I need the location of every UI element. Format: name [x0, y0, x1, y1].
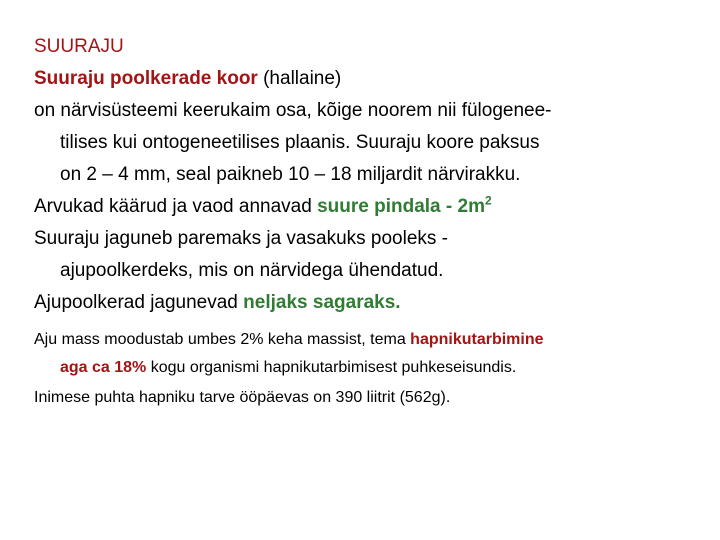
paragraph-hemispheres-line-2: ajupoolkerdeks, mis on närvidega ühendatud. [60, 260, 444, 281]
oxygen-consumption-highlight: hapnikutarbimine [410, 331, 544, 348]
lobes-highlight: neljaks sagaraks. [243, 292, 401, 313]
paragraph-surface [34, 194, 492, 220]
paragraph-mass-line-2 [60, 357, 516, 379]
cortex-term: Suuraju poolkerade koor [34, 68, 258, 89]
paragraph-lobes [34, 290, 401, 316]
surface-highlight: suure pindala - 2m [317, 196, 485, 217]
surface-text: Arvukad käärud ja vaod annavad [34, 196, 318, 217]
paragraph-hemispheres-line-1: Suuraju jaguneb paremaks ja vasakuks pooleks - [34, 228, 449, 249]
paragraph-mass-line-1 [34, 329, 544, 351]
mass-text: Aju mass moodustab umbes 2% keha massist, tema [34, 331, 411, 348]
mass-text-end: kogu organismi hapnikutarbimisest puhkeseisundis. [146, 359, 517, 376]
cortex-term-suffix: (hallaine) [257, 68, 342, 89]
paragraph-cortex [34, 66, 341, 92]
oxygen-percent-highlight: aga ca 18% [60, 359, 147, 376]
paragraph-oxygen-need: Inimese puhta hapniku tarve ööpäevas on 390 liitrit (562g). [34, 389, 451, 406]
lobes-text: Ajupoolkerad jagunevad [34, 292, 244, 313]
slide-heading: SUURAJU [34, 36, 124, 57]
surface-superscript: 2 [484, 193, 492, 208]
paragraph-description-line-3: on 2 – 4 mm, seal paikneb 10 – 18 miljardit närvirakku. [60, 164, 521, 185]
paragraph-description-line-1: on närvisüsteemi keerukaim osa, kõige noorem nii fülogenee- [34, 100, 552, 121]
paragraph-description-line-2: tilises kui ontogeneetilises plaanis. Suuraju koore paksus [60, 132, 540, 153]
